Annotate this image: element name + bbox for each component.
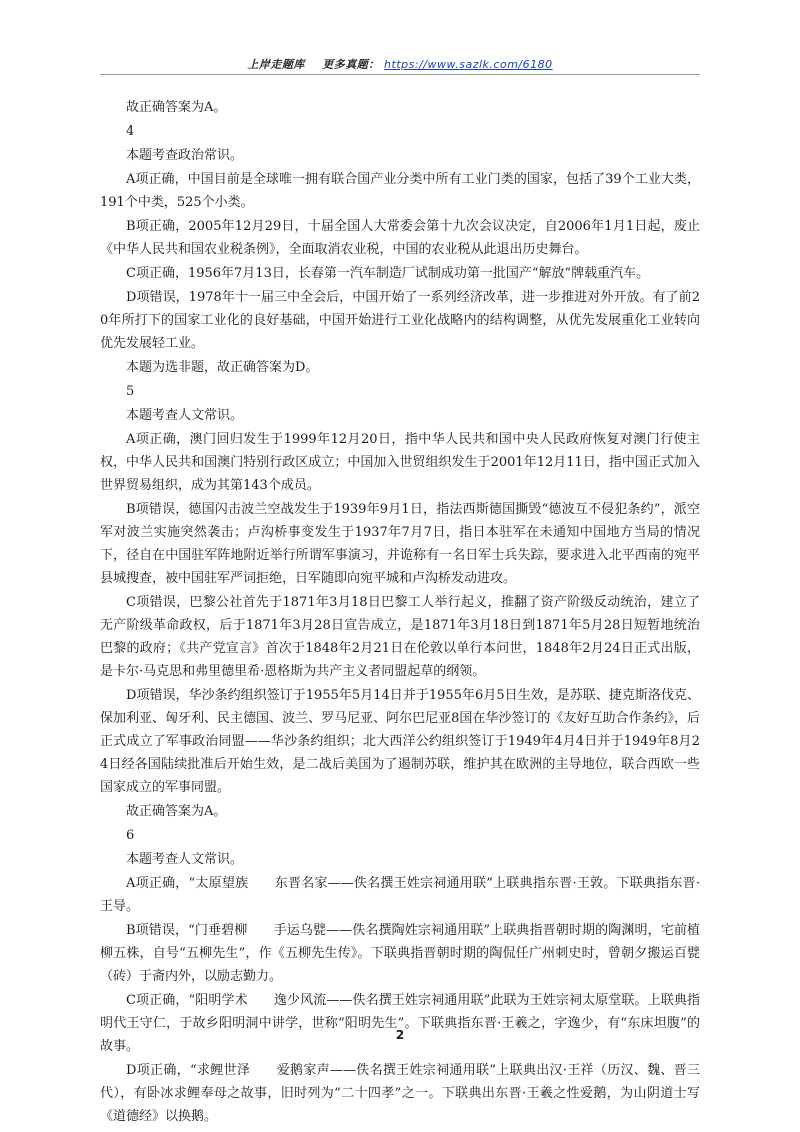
paragraph: 本题考查人文常识。 xyxy=(126,852,244,867)
page-number: 2 xyxy=(395,1028,405,1042)
paragraph: A项正确，澳门回归发生于1999年12月20日，指中华人民共和国中央人民政府恢复对澳门行使主权，中华人民共和国澳门特别行政区成立；中国加入世贸组织发生于2001年12月11日，指中国正式加入世界贸易组织，成为其第143个成员。 xyxy=(100,432,700,493)
paragraph: 本题考查人文常识。 xyxy=(126,408,244,423)
paragraph: D项正确，“求鲤世泽 爱鹅家声——佚名撰王姓宗祠通用联”上联典出汉·王祥（历汉、魏、晋三代），有卧冰求鲤奉母之故事，旧时列为“二十四孝”之一。下联典出东晋·王羲之性爱鹅，为山阴道士写《道德经》以换鹅。 xyxy=(100,1063,700,1124)
source-link[interactable]: https://www.sazlk.com/6180 xyxy=(384,58,553,71)
paragraph: C项正确，1956年7月13日，长春第一汽车制造厂试制成功第一批国产“解放”牌载重汽车。 xyxy=(126,266,650,281)
page-header xyxy=(0,56,800,72)
paragraph: B项错误，德国闪击波兰空战发生于1939年9月1日，指法西斯德国撕毁“德波互不侵犯条约”，派空军对波兰实施突然袭击；卢沟桥事变发生于1937年7月7日，指日本驻军在未通知中国地方当局的情况下，径自在中国驻军阵地附近举行所谓军事演习，并诡称有一名日军士兵失踪，要求进入北平西南的宛平县城搜查，被中国驻军严词拒绝，日军随即向宛平城和卢沟桥发动进攻。 xyxy=(100,502,700,586)
question-number: 5 xyxy=(126,384,135,399)
paragraph: C项正确，“阳明学术 逸少风流——佚名撰王姓宗祠通用联”此联为王姓宗祠太原堂联。上联典指明代王守仁，于故乡阳明洞中讲学，世称“阳明先生”。下联典指东晋·王羲之，字逸少，有“东床坦腹”的故事。 xyxy=(100,993,700,1054)
question-number: 6 xyxy=(126,828,135,843)
paragraph: B项正确，2005年12月29日，十届全国人大常委会第十九次会议决定，自2006年1月1日起，废止《中华人民共和国农业税条例》，全面取消农业税，中国的农业税从此退出历史舞台。 xyxy=(100,219,700,257)
paragraph: C项错误，巴黎公社首先于1871年3月18日巴黎工人举行起义，推翻了资产阶级反动统治，建立了无产阶级革命政权，后于1871年3月28日宣告成立，是1871年3月18日到1871年5月28日短暂地统治巴黎的政府；《共产党宣言》首次于1848年2月21日在伦敦以单行本问世，1848年2月24日正式出版，是卡尔·马克思和弗里德里希·恩格斯为共产主义者同盟起草的纲领。 xyxy=(100,595,700,679)
answer-explanations xyxy=(100,96,700,1129)
paragraph: D项错误，1978年十一届三中全会后，中国开始了一系列经济改革，进一步推进对外开放。有了前20年所打下的国家工业化的良好基础，中国开始进行工业化战略内的结构调整，从优先发展重化工业转向优先发展轻工业。 xyxy=(100,290,700,351)
paragraph: 故正确答案为A。 xyxy=(126,804,227,819)
paragraph: D项错误，华沙条约组织签订于1955年5月14日并于1955年6月5日生效，是苏联、捷克斯洛伐克、保加利亚、匈牙利、民主德国、波兰、罗马尼亚、阿尔巴尼亚8国在华沙签订的《友好互助合作条约》，后正式成立了军事政治同盟——华沙条约组织；北大西洋公约组织签订于1949年4月4日并于1949年8月24日经各国陆续批准后开始生效，是二战后美国为了遏制苏联，维护其在欧洲的主导地位，联合西欧一些国家成立的军事同盟。 xyxy=(100,688,700,795)
paragraph: 本题考查政治常识。 xyxy=(126,148,244,163)
paragraph: B项错误，“门垂碧柳 手运乌甓——佚名撰陶姓宗祠通用联”上联典指晋朝时期的陶渊明，宅前植柳五株，自号“五柳先生”，作《五柳先生传》。下联典指晋朝时期的陶侃任广州刺史时，曾朝夕搬运百甓（砖）于斋内外，以励志勤力。 xyxy=(100,923,700,984)
paragraph: A项正确，“太原望族 东晋名家——佚名撰王姓宗祠通用联”上联典指东晋·王敦。下联典指东晋·王导。 xyxy=(100,876,700,914)
paragraph: A项正确，中国目前是全球唯一拥有联合国产业分类中所有工业门类的国家，包括了39个工业大类，191个中类，525个小类。 xyxy=(100,172,700,210)
header-divider xyxy=(100,74,700,75)
more-questions-label: 更多真题： xyxy=(322,58,380,71)
paragraph: 故正确答案为A。 xyxy=(126,100,227,115)
question-number: 4 xyxy=(126,124,135,139)
site-name: 上岸走题库 xyxy=(247,58,305,71)
paragraph: 本题为选非题，故正确答案为D。 xyxy=(126,360,319,375)
